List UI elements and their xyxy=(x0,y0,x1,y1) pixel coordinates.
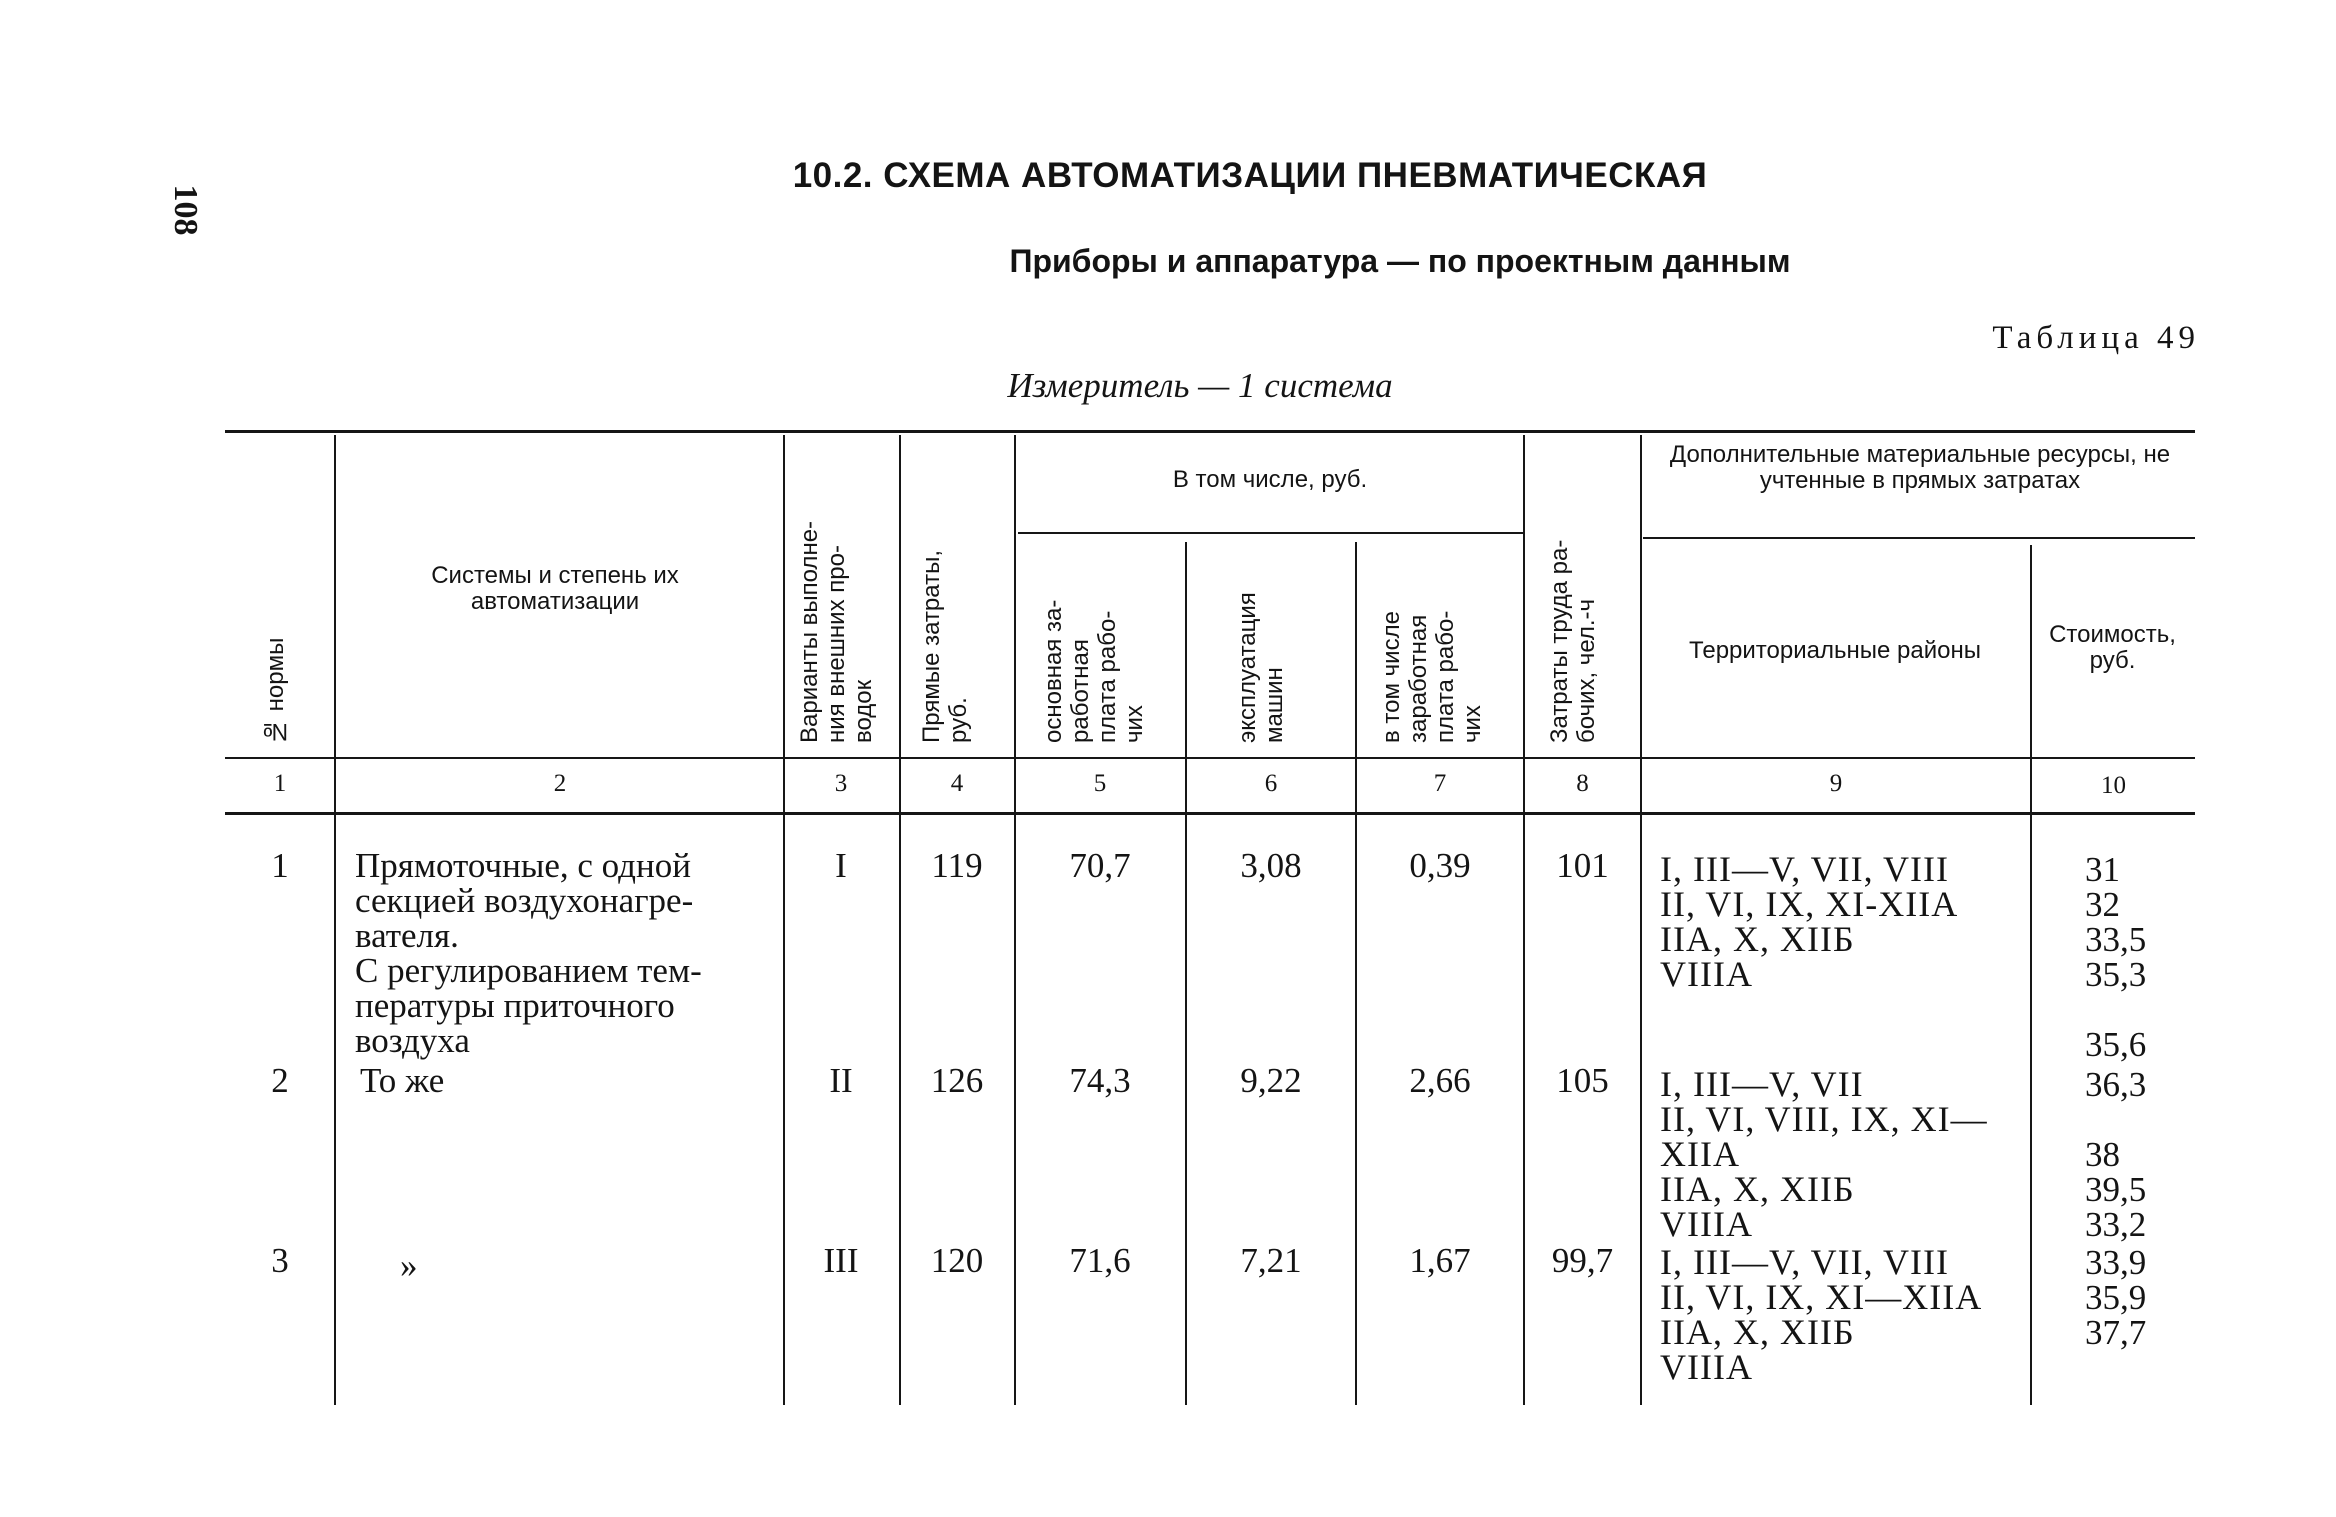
header-additional: Дополнительные материальные ресурсы, не учтенные в прямых затратах xyxy=(1669,441,2171,494)
page-number: 108 xyxy=(167,184,204,236)
header-regions: Территориальные районы xyxy=(1689,637,1981,664)
row2-base-pay: 74,3 xyxy=(1069,1061,1131,1100)
row3-norm-no: 3 xyxy=(271,1241,289,1280)
row2-regions: I, III—V, VII II, VI, VIII, IX, XI— XIIА IIА, X, XIIБ VIIIА xyxy=(1660,1064,1988,1244)
row2-machines-pay: 2,66 xyxy=(1409,1061,1471,1100)
col-number-9: 9 xyxy=(1829,770,1843,797)
row3-regions: I, III—V, VII, VIII II, VI, IX, XI—XIIА IIА, X, XIIБ VIIIА xyxy=(1660,1242,1983,1387)
col-number-2: 2 xyxy=(553,770,567,797)
row2-costs: 36,3 38 39,5 33,2 xyxy=(2085,1065,2147,1244)
header-variants: Варианты выполне- ния внешних про- водок xyxy=(796,520,877,743)
row2-description: То же xyxy=(360,1061,445,1100)
row3-direct: 120 xyxy=(930,1241,984,1280)
row2-direct: 126 xyxy=(930,1061,984,1100)
header-including: В том числе, руб. xyxy=(1172,466,1368,493)
row1-variant: I xyxy=(835,846,847,885)
row3-variant: III xyxy=(823,1241,859,1280)
table-meter: Измеритель — 1 система xyxy=(1007,366,1393,405)
col-number-1: 1 xyxy=(273,770,287,797)
row3-base-pay: 71,6 xyxy=(1069,1241,1131,1280)
row2-variant: II xyxy=(829,1061,853,1100)
row1-machines: 3,08 xyxy=(1240,846,1302,885)
row1-base-pay: 70,7 xyxy=(1069,846,1131,885)
row2-labor: 105 xyxy=(1556,1061,1609,1100)
row1-machines-pay: 0,39 xyxy=(1409,846,1471,885)
row1-description: Прямоточные, с одной секцией воздухонагре- вателя. С регулированием тем- пературы приточного воздуха xyxy=(355,846,702,1060)
col-number-7: 7 xyxy=(1433,770,1447,797)
section-subtitle: Приборы и аппаратура — по проектным данным xyxy=(1009,243,1791,279)
col-number-8: 8 xyxy=(1576,770,1589,797)
col-number-5: 5 xyxy=(1093,770,1107,797)
header-labor: Затраты труда ра- бочих, чел.-ч xyxy=(1546,539,1600,743)
header-systems: Системы и степень их автоматизации xyxy=(431,562,679,615)
row3-labor: 99,7 xyxy=(1551,1241,1614,1280)
row1-regions: I, III—V, VII, VIII II, VI, IX, XI-XIIА IIА, X, XIIБ VIIIА xyxy=(1660,849,1959,994)
row1-costs: 31 32 33,5 35,3 35,6 xyxy=(2085,850,2147,1064)
row3-machines: 7,21 xyxy=(1240,1241,1302,1280)
header-norm-no: № нормы xyxy=(262,637,289,745)
row1-norm-no: 1 xyxy=(271,846,289,885)
section-title: 10.2. СХЕМА АВТОМАТИЗАЦИИ ПНЕВМАТИЧЕСКАЯ xyxy=(792,156,1708,195)
header-base-pay: основная за- работная плата рабо- чих xyxy=(1040,599,1148,743)
row1-direct: 119 xyxy=(931,846,983,885)
col-number-3: 3 xyxy=(834,770,848,797)
row3-description: » xyxy=(400,1246,418,1285)
header-machines: эксплуатация машин xyxy=(1234,592,1288,743)
row2-machines: 9,22 xyxy=(1240,1061,1302,1100)
table-caption: Таблица 49 xyxy=(1992,320,2200,356)
row2-norm-no: 2 xyxy=(271,1061,289,1100)
row1-labor: 101 xyxy=(1556,846,1609,885)
row3-machines-pay: 1,67 xyxy=(1409,1241,1471,1280)
row3-costs: 33,9 35,9 37,7 xyxy=(2085,1243,2147,1352)
col-number-10: 10 xyxy=(2101,772,2126,799)
header-direct-costs: Прямые затраты, руб. xyxy=(918,550,972,743)
col-number-6: 6 xyxy=(1264,770,1278,797)
header-machines-pay: в том числе заработная плата рабо- чих xyxy=(1378,610,1486,743)
header-cost: Стоимость, руб. xyxy=(2049,621,2176,674)
col-number-4: 4 xyxy=(950,770,964,797)
